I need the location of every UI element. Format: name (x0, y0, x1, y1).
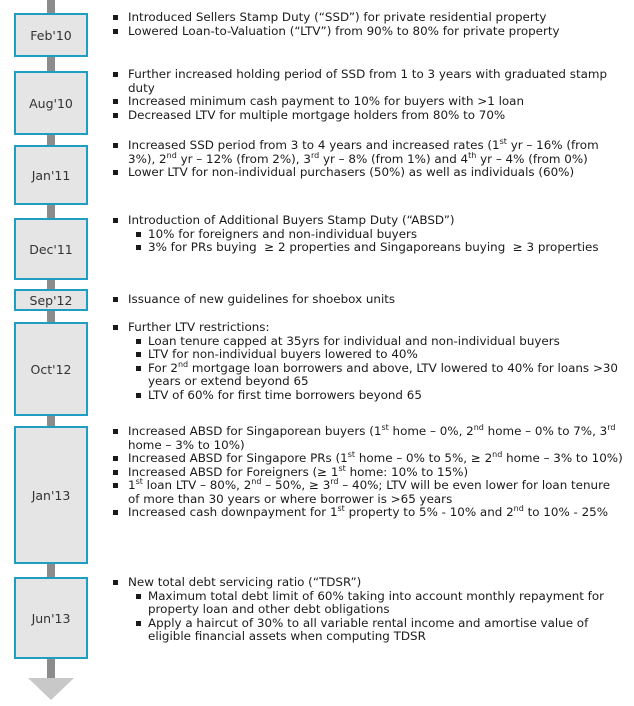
bullet-item: Introduction of Additional Buyers Stamp Duty (“ABSD”) (112, 214, 624, 228)
bullet-item: Increased cash downpayment for 1st property to 5% - 10% and 2nd to 10% - 25% (112, 506, 624, 520)
bullet-item: Increased minimum cash payment to 10% for buyers with >1 loan (112, 95, 624, 109)
entry-content (112, 214, 624, 255)
entry-content (112, 425, 624, 520)
entry-content (112, 139, 624, 180)
sub-bullet-item: Maximum total debt limit of 60% taking into account monthly repayment for property loan and other debt obligations (112, 590, 624, 617)
bullet-item: Increased ABSD for Singaporean buyers (1st home – 0%, 2nd home – 0% to 7%, 3rd home – 3% to 10%) (112, 425, 624, 452)
entry-content (112, 576, 624, 644)
date-box: Aug'10 (14, 71, 88, 135)
date-box: Sep'12 (14, 289, 88, 311)
bullet-item: Decreased LTV for multiple mortgage holders from 80% to 70% (112, 109, 624, 123)
bullet-item: New total debt servicing ratio (“TDSR”) (112, 576, 624, 590)
sub-bullet-item: Apply a haircut of 30% to all variable rental income and amortise value of eligible financial assets when computing TDSR (112, 617, 624, 644)
bullet-item: Lower LTV for non-individual purchasers (50%) as well as individuals (60%) (112, 166, 624, 180)
date-box: Dec'11 (14, 218, 88, 280)
bullet-item: Increased ABSD for Foreigners (≥ 1st home: 10% to 15%) (112, 466, 624, 480)
sub-bullet-item: LTV of 60% for first time borrowers beyond 65 (112, 389, 624, 403)
bullet-item: Increased SSD period from 3 to 4 years and increased rates (1st yr – 16% (from 3%), 2nd yr – 12% (from 2%), 3rd yr – 8% (from 1%) and 4th yr – 4% (from 0%) (112, 139, 624, 166)
sub-bullet-item: LTV for non-individual buyers lowered to 40% (112, 348, 624, 362)
sub-bullet-item: Loan tenure capped at 35yrs for individual and non-individual buyers (112, 335, 624, 349)
date-box: Jan'13 (14, 426, 88, 564)
bullet-item: Introduced Sellers Stamp Duty (“SSD”) for private residential property (112, 11, 624, 25)
date-box: Jan'11 (14, 145, 88, 205)
sub-bullet-item: 10% for foreigners and non-individual buyers (112, 228, 624, 242)
sub-bullet-item: For 2nd mortgage loan borrowers and above, LTV lowered to 40% for loans >30 years or extend beyond 65 (112, 362, 624, 389)
bullet-item: Further increased holding period of SSD from 1 to 3 years with graduated stamp duty (112, 68, 624, 95)
bullet-item: Lowered Loan-to-Valuation (“LTV”) from 90% to 80% for private property (112, 25, 624, 39)
entry-content (112, 11, 624, 38)
entry-content (112, 293, 624, 307)
entry-content (112, 321, 624, 402)
sub-bullet-item: 3% for PRs buying ≥ 2 properties and Singaporeans buying ≥ 3 properties (112, 241, 624, 255)
entry-content (112, 68, 624, 122)
bullet-item: 1st loan LTV – 80%, 2nd – 50%, ≥ 3rd – 40%; LTV will be even lower for loan tenure of more than 30 years or where borrower is >65 years (112, 479, 624, 506)
date-box: Feb'10 (14, 13, 88, 57)
bullet-item: Increased ABSD for Singapore PRs (1st home – 0% to 5%, ≥ 2nd home – 3% to 10%) (112, 452, 624, 466)
date-box: Oct'12 (14, 322, 88, 416)
bullet-item: Further LTV restrictions: (112, 321, 624, 335)
timeline-arrow-icon (28, 678, 74, 700)
bullet-item: Issuance of new guidelines for shoebox units (112, 293, 624, 307)
date-box: Jun'13 (14, 577, 88, 659)
